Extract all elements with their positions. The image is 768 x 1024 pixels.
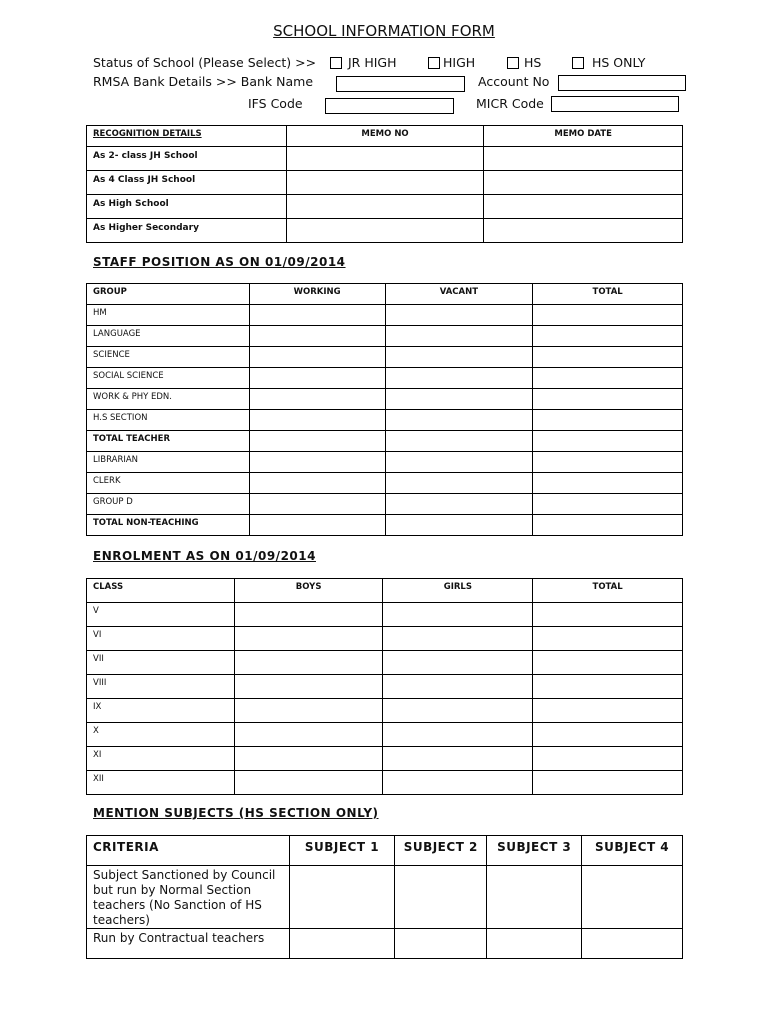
header-subject-3: SUBJECT 3 xyxy=(487,836,582,866)
subject-cell[interactable] xyxy=(582,929,683,959)
entry-cell[interactable] xyxy=(234,747,383,771)
table-row xyxy=(87,494,683,515)
table-row xyxy=(87,431,683,452)
entry-cell[interactable] xyxy=(234,699,383,723)
ifs-code-field[interactable] xyxy=(325,98,454,114)
entry-cell[interactable] xyxy=(533,627,683,651)
entry-cell[interactable] xyxy=(385,431,533,452)
entry-cell[interactable] xyxy=(533,389,683,410)
header-total: TOTAL xyxy=(533,284,683,305)
entry-cell[interactable] xyxy=(533,410,683,431)
entry-cell[interactable] xyxy=(383,699,533,723)
row-label: GROUP D xyxy=(87,494,250,515)
subject-cell[interactable] xyxy=(289,929,395,959)
table-row xyxy=(87,473,683,494)
enrolment-table xyxy=(86,578,683,795)
header-criteria: CRITERIA xyxy=(87,836,290,866)
header-subject-2: SUBJECT 2 xyxy=(395,836,487,866)
entry-cell[interactable] xyxy=(234,675,383,699)
table-row xyxy=(87,389,683,410)
subject-cell[interactable] xyxy=(487,866,582,929)
entry-cell[interactable] xyxy=(383,603,533,627)
entry-cell[interactable] xyxy=(385,368,533,389)
checkbox-hs[interactable] xyxy=(507,57,519,69)
header-vacant: VACANT xyxy=(385,284,533,305)
entry-cell[interactable] xyxy=(533,347,683,368)
row-label: H.S SECTION xyxy=(87,410,250,431)
table-row xyxy=(87,326,683,347)
memo-no-cell[interactable] xyxy=(286,171,484,195)
form-title: SCHOOL INFORMATION FORM xyxy=(273,22,495,40)
entry-cell[interactable] xyxy=(383,723,533,747)
table-row xyxy=(87,410,683,431)
subject-cell[interactable] xyxy=(395,929,487,959)
entry-cell[interactable] xyxy=(385,305,533,326)
header-memo-date: MEMO DATE xyxy=(484,126,683,147)
memo-date-cell[interactable] xyxy=(484,195,683,219)
entry-cell[interactable] xyxy=(249,389,385,410)
table-row xyxy=(87,747,683,771)
entry-cell[interactable] xyxy=(249,473,385,494)
entry-cell[interactable] xyxy=(234,723,383,747)
enrolment-heading: ENROLMENT AS ON 01/09/2014 xyxy=(93,549,316,563)
table-row xyxy=(87,627,683,651)
status-label: Status of School (Please Select) >> xyxy=(93,55,317,70)
row-label: SOCIAL SCIENCE xyxy=(87,368,250,389)
table-row xyxy=(87,675,683,699)
entry-cell[interactable] xyxy=(383,675,533,699)
entry-cell[interactable] xyxy=(533,723,683,747)
account-no-field[interactable] xyxy=(558,75,686,91)
row-label: V xyxy=(87,603,235,627)
row-label: VIII xyxy=(87,675,235,699)
entry-cell[interactable] xyxy=(385,389,533,410)
entry-cell[interactable] xyxy=(234,603,383,627)
table-row xyxy=(87,771,683,795)
option-hs-only-label: HS ONLY xyxy=(592,55,646,70)
table-row xyxy=(87,723,683,747)
row-label: XII xyxy=(87,771,235,795)
table-row xyxy=(87,305,683,326)
entry-cell[interactable] xyxy=(383,747,533,771)
entry-cell[interactable] xyxy=(533,305,683,326)
table-row xyxy=(87,699,683,723)
memo-no-cell[interactable] xyxy=(286,147,484,171)
entry-cell[interactable] xyxy=(383,771,533,795)
row-label: WORK & PHY EDN. xyxy=(87,389,250,410)
row-label: LIBRARIAN xyxy=(87,452,250,473)
entry-cell[interactable] xyxy=(533,368,683,389)
entry-cell[interactable] xyxy=(249,494,385,515)
entry-cell[interactable] xyxy=(533,651,683,675)
micr-code-label: MICR Code xyxy=(476,96,544,111)
entry-cell[interactable] xyxy=(533,452,683,473)
entry-cell[interactable] xyxy=(533,771,683,795)
staff-table xyxy=(86,283,683,536)
option-jr-high-label: JR HIGH xyxy=(348,55,397,70)
memo-date-cell[interactable] xyxy=(484,147,683,171)
table-row xyxy=(87,603,683,627)
bank-name-label: RMSA Bank Details >> Bank Name xyxy=(93,74,314,89)
entry-cell[interactable] xyxy=(249,347,385,368)
header-boys: BOYS xyxy=(234,579,383,603)
entry-cell[interactable] xyxy=(234,651,383,675)
header-working: WORKING xyxy=(249,284,385,305)
checkbox-high[interactable] xyxy=(428,57,440,69)
entry-cell[interactable] xyxy=(533,675,683,699)
entry-cell[interactable] xyxy=(385,494,533,515)
row-label: VII xyxy=(87,651,235,675)
table-row xyxy=(87,515,683,536)
entry-cell[interactable] xyxy=(249,368,385,389)
entry-cell[interactable] xyxy=(385,326,533,347)
header-recognition-details: RECOGNITION DETAILS xyxy=(87,126,287,147)
row-label: X xyxy=(87,723,235,747)
entry-cell[interactable] xyxy=(249,326,385,347)
header-memo-no: MEMO NO xyxy=(286,126,484,147)
staff-heading: STAFF POSITION AS ON 01/09/2014 xyxy=(93,255,346,269)
entry-cell[interactable] xyxy=(249,410,385,431)
recognition-row-label: As Higher Secondary xyxy=(87,219,287,243)
subject-cell[interactable] xyxy=(395,866,487,929)
row-label: SCIENCE xyxy=(87,347,250,368)
entry-cell[interactable] xyxy=(533,494,683,515)
header-subject-1: SUBJECT 1 xyxy=(289,836,395,866)
header-girls: GIRLS xyxy=(383,579,533,603)
row-label: CLERK xyxy=(87,473,250,494)
entry-cell[interactable] xyxy=(533,515,683,536)
entry-cell[interactable] xyxy=(383,627,533,651)
checkbox-hs-only[interactable] xyxy=(572,57,584,69)
header-class: CLASS xyxy=(87,579,235,603)
entry-cell[interactable] xyxy=(533,603,683,627)
entry-cell[interactable] xyxy=(533,326,683,347)
bank-name-field[interactable] xyxy=(336,76,465,92)
ifs-code-label: IFS Code xyxy=(248,96,303,111)
header-subject-4: SUBJECT 4 xyxy=(582,836,683,866)
row-label: IX xyxy=(87,699,235,723)
micr-code-field[interactable] xyxy=(551,96,679,112)
table-row xyxy=(87,347,683,368)
entry-cell[interactable] xyxy=(249,515,385,536)
option-high-label: HIGH xyxy=(443,55,476,70)
entry-cell[interactable] xyxy=(533,431,683,452)
row-label: LANGUAGE xyxy=(87,326,250,347)
row-label: HM xyxy=(87,305,250,326)
entry-cell[interactable] xyxy=(234,627,383,651)
memo-date-cell[interactable] xyxy=(484,171,683,195)
header-group: GROUP xyxy=(87,284,250,305)
entry-cell[interactable] xyxy=(249,431,385,452)
recognition-row-label: As 4 Class JH School xyxy=(87,171,287,195)
memo-no-cell[interactable] xyxy=(286,219,484,243)
entry-cell[interactable] xyxy=(385,473,533,494)
memo-date-cell[interactable] xyxy=(484,219,683,243)
row-label: VI xyxy=(87,627,235,651)
memo-no-cell[interactable] xyxy=(286,195,484,219)
row-label: TOTAL NON-TEACHING xyxy=(87,515,250,536)
account-no-label: Account No xyxy=(478,74,550,89)
criteria-row-label: Run by Contractual teachers xyxy=(87,929,290,959)
subjects-table xyxy=(86,835,683,959)
entry-cell[interactable] xyxy=(385,515,533,536)
subjects-heading: MENTION SUBJECTS (HS SECTION ONLY) xyxy=(93,806,379,820)
table-row xyxy=(87,651,683,675)
entry-cell[interactable] xyxy=(385,452,533,473)
recognition-table xyxy=(86,125,683,243)
entry-cell[interactable] xyxy=(533,699,683,723)
entry-cell[interactable] xyxy=(249,452,385,473)
subject-cell[interactable] xyxy=(487,929,582,959)
recognition-row-label: As High School xyxy=(87,195,287,219)
criteria-row-label: Subject Sanctioned by Council but run by Normal Section teachers (No Sanction of HS teachers) xyxy=(87,866,290,929)
subject-cell[interactable] xyxy=(289,866,395,929)
entry-cell[interactable] xyxy=(385,347,533,368)
entry-cell[interactable] xyxy=(533,473,683,494)
checkbox-jr-high[interactable] xyxy=(330,57,342,69)
recognition-row-label: As 2- class JH School xyxy=(87,147,287,171)
option-hs-label: HS xyxy=(524,55,542,70)
subject-cell[interactable] xyxy=(582,866,683,929)
table-row xyxy=(87,452,683,473)
table-row xyxy=(87,368,683,389)
entry-cell[interactable] xyxy=(234,771,383,795)
entry-cell[interactable] xyxy=(383,651,533,675)
entry-cell[interactable] xyxy=(249,305,385,326)
row-label: XI xyxy=(87,747,235,771)
entry-cell[interactable] xyxy=(533,747,683,771)
header-total: TOTAL xyxy=(533,579,683,603)
entry-cell[interactable] xyxy=(385,410,533,431)
row-label: TOTAL TEACHER xyxy=(87,431,250,452)
